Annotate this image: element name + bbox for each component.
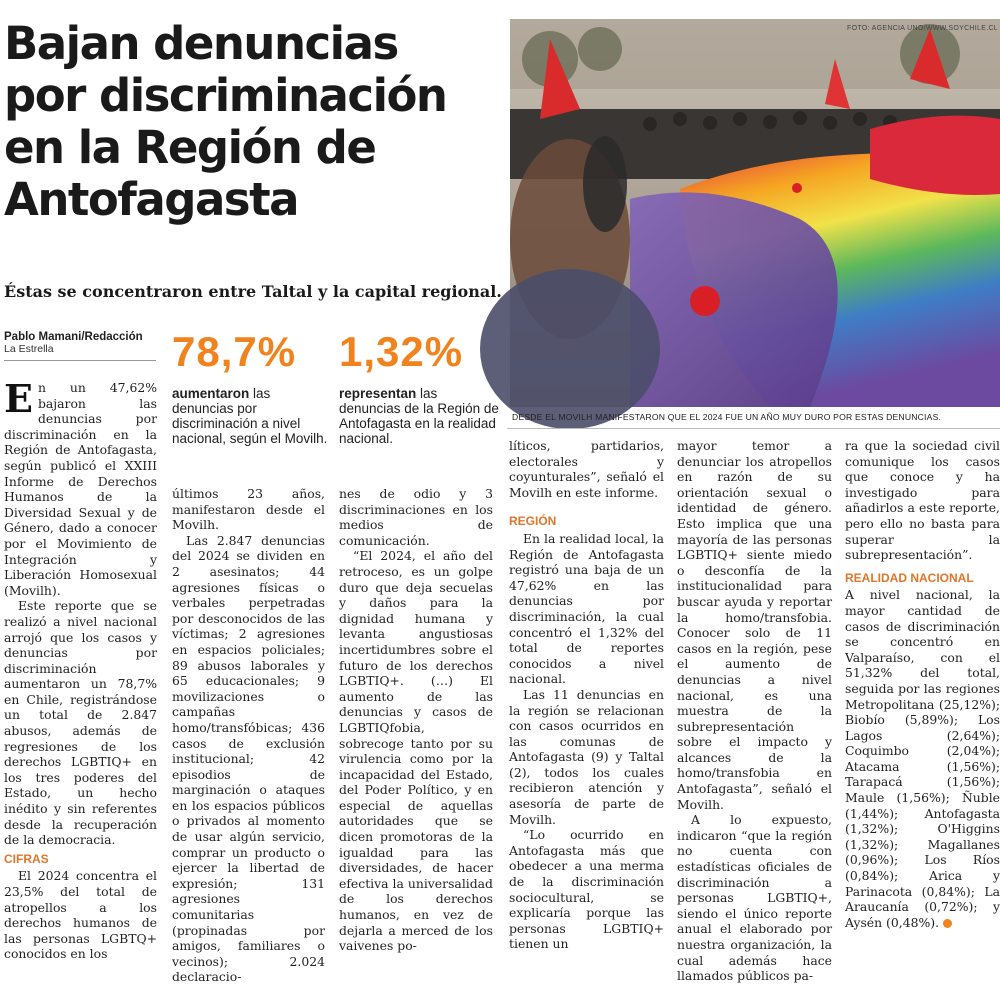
paragraph: Este reporte que se realizó a nivel nacional arrojó que los casos y denuncias por discriminación aumentaron un 78,7% en Chile, registrándose un total de 2.847 abusos, además de regresiones de los derechos LGBTIQ+ en los tres poderes del Estado, un hecho inédito y sin referentes desde la recuperación de la democracia. (4, 598, 157, 848)
paragraph: líticos, partidarios, electorales y coyunturales”, señaló el Movilh en este informe. (509, 438, 664, 500)
stat-number-national: 78,7% (172, 328, 297, 375)
paragraph: En la realidad local, la Región de Antofagasta registró una baja de un 47,62% en las denuncias por discriminación, la cual concentró el 1,32% del total de reportes conocidos a nivel nacional. (509, 530, 664, 687)
byline-publication: La Estrella (4, 343, 54, 355)
paragraph: “El 2024, el año del retroceso, es un golpe duro que deja secuelas y daños para la dignidad humana y levanta angustiosas incertidumbres sobre el futuro de los derechos LGBTIQ+. (…) El aumento de las denuncias y casos de LGBTIQfobia, sobrecoge tanto por su virulencia como por la incapacidad del Estado, del Poder Político, y en especial de aquellas autoridades que se dicen promotoras de la igualdad para las diversidades, de hacer efectiva la universalidad de los derechos humanos, en vez de dejarla a merced de los vaivenes po- (339, 548, 493, 954)
caption-divider (507, 428, 1000, 429)
headline-line-2: por discriminación (4, 69, 447, 122)
photo-caption: DESDE EL MOVILH MANIFESTARON QUE EL 2024 FUE UN AÑO MUY DURO POR ESTAS DENUNCIAS. (512, 412, 942, 422)
section-kicker-realidad-nacional: REALIDAD NACIONAL (845, 570, 974, 585)
paragraph: A lo expuesto, indicaron “que la región no cuenta con estadísticas oficiales de discriminación a personas LGBTIQ+, siendo el único reporte anual el elaborado por nuestra organización, la cual además hace llamados públicos pa- (677, 812, 832, 984)
article-column-5 (677, 438, 832, 984)
paragraph: mayor temor a denunciar los atropellos en razón de su orientación sexual o identidad de género. Esto implica que una mayoría de las personas LGBTIQ+ siente miedo o desconfía de la institucionalidad para buscar ayuda y reportar la homo/transfobia. Conocer solo de 11 casos en la región, pese el aumento de denuncias a nivel nacional, es una muestra de la subrepresentación sobre el impacto y alcances de la homo/transfobia en Antofagasta”, señaló el Movilh. (677, 438, 832, 812)
paragraph: últimos 23 años, manifestaron desde el Movilh. (172, 486, 325, 533)
paragraph (4, 376, 157, 598)
paragraph: ra que la sociedad civil comunique los casos que conoce y ha investigado para añadirlos a este reporte, pero ello no basta para superar la subrepresentación”. (845, 438, 1000, 563)
article-photo (510, 19, 1000, 407)
stat-bold-regional: representan (339, 386, 417, 401)
stat-number-regional: 1,32% (339, 328, 464, 375)
article-column-1 (4, 376, 157, 962)
byline (4, 331, 156, 355)
paragraph: El 2024 concentra el 23,5% del total de atropellos a los derechos humanos de las personas LGBTQ+ conocidos en los (4, 868, 157, 962)
paragraph: “Lo ocurrido en Antofagasta más que obedecer a una merma de la discriminación sociocultural, se explicaría porque las personas LGBTIQ+ tienen un (509, 827, 664, 952)
dropcap: E (4, 376, 33, 421)
stat-desc-national: las denuncias por discriminación a nivel nacional, según el Movilh. (172, 386, 328, 446)
end-mark-icon (943, 919, 952, 928)
paragraph-text: n un 47,62% bajaron las denuncias por discriminación en la Región de Antofagasta, según publicó el XXIII Informe de Derechos Humanos de la Diversidad Sexual y de Género, dado a conocer por el Movimiento de Integración y Liberación Homosexual (Movilh). (4, 380, 157, 598)
byline-author: Pablo Mamani/Redacción (4, 331, 143, 343)
subheadline: Éstas se concentraron entre Taltal y la capital regional. (4, 282, 502, 301)
paragraph-text: A nivel nacional, la mayor cantidad de casos de discriminación se concentró en Valparaíso, con el 51,32% del total, seguida por las regiones Metropolitana (25,12%); Biobío (5,89%); Los Lagos (2,64%); Coquimbo (2,04%); Atacama (1,56%); Tarapacá (1,56%); Maule (1,56%); Ñuble (1,44%); Antofagasta (1,32%); O'Higgins (1,32%); Magallanes (0,96%); Los Ríos (0,84%); Arica y Parinacota (0,84%); La Araucanía (0,72%); y Aysén (0,48%). (845, 587, 1000, 930)
paragraph: nes de odio y 3 discriminaciones en los medios de comunicación. (339, 486, 493, 548)
article-column-2 (172, 486, 325, 985)
headline-line-1: Bajan denuncias (4, 17, 398, 70)
headline (4, 18, 504, 226)
photo-pride-march (510, 19, 1000, 407)
stat-text-national (172, 386, 332, 446)
photo-credit: FOTO: AGENCIA UNO/WWW.SOYCHILE.CL (847, 25, 998, 32)
article-column-3 (339, 486, 493, 954)
stat-text-regional (339, 386, 499, 446)
section-kicker-region: REGIÓN (509, 514, 557, 529)
section-kicker-cifras: CIFRAS (4, 851, 49, 866)
stat-bold-national: aumentaron (172, 386, 250, 401)
paragraph: Las 11 denuncias en la región se relacionan con casos ocurridos en las comunas de Antofagasta (9) y Taltal (2), todos los cuales recibieron atención y asesoría de parte de Movilh. (509, 686, 664, 827)
paragraph: Las 2.847 denuncias del 2024 se dividen en 2 asesinatos; 44 agresiones físicas o verbales perpetradas por desconocidos de las víctimas; 2 agresiones en espacios policiales; 89 abusos laborales y 65 educacionales; 9 movilizaciones o campañas homo/transfóbicas; 436 casos de exclusión institucional; 42 episodios de marginación o ataques en los espacios públicos o privados al momento de usar algún servicio, comprar un producto o ejercer la libertad de expresión; 131 agresiones comunitarias (propinadas por amigos, familiares o vecinos); 2.024 declaracio- (172, 532, 325, 985)
paragraph (845, 587, 1000, 930)
headline-line-3: en la Región de (4, 121, 376, 174)
article-column-4 (509, 438, 664, 952)
stat-desc-regional: las denuncias de la Región de Antofagasta en la realidad nacional. (339, 386, 499, 446)
headline-line-4: Antofagasta (4, 173, 298, 226)
byline-divider (4, 360, 156, 361)
article-column-6 (845, 438, 1000, 930)
